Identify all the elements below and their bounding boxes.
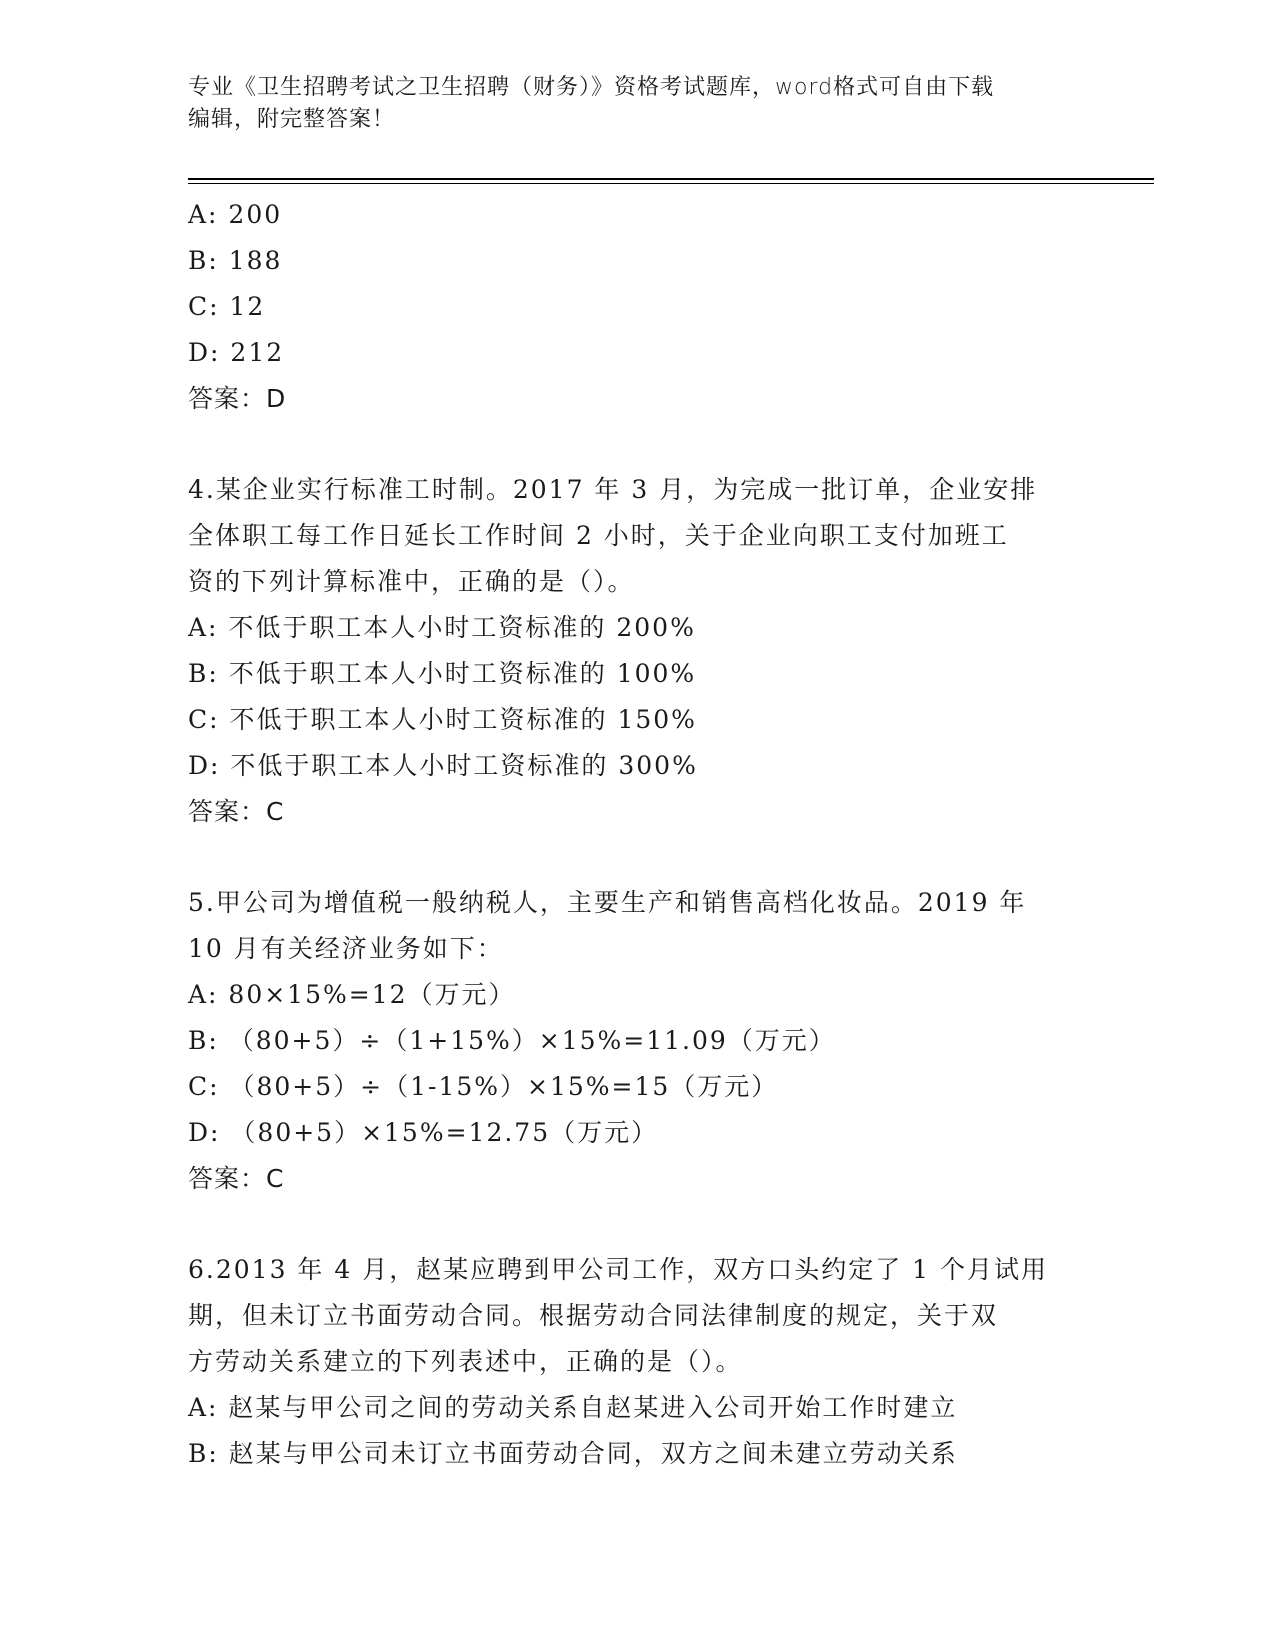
- option-b: B: （80+5）÷（1+15%）×15%=11.09（万元）: [188, 1026, 836, 1055]
- question-stem-line: 方劳动关系建立的下列表述中，正确的是（）。: [188, 1347, 743, 1376]
- question-block-6: [188, 1247, 1088, 1477]
- answer-line: 答案：D: [188, 384, 287, 413]
- question-stem-line: 资的下列计算标准中，正确的是（）。: [188, 567, 635, 596]
- option-a: A: 赵某与甲公司之间的劳动关系自赵某进入公司开始工作时建立: [188, 1393, 958, 1422]
- question-stem-line: 4.某企业实行标准工时制。2017 年 3 月，为完成一批订单，企业安排: [188, 475, 1038, 504]
- question-block-5: [188, 880, 1088, 1202]
- option-b: B: 188: [188, 246, 283, 275]
- spacer: [188, 1202, 1088, 1247]
- question-block-3: [188, 192, 1088, 422]
- option-c: C: 12: [188, 292, 266, 321]
- option-b: B: 赵某与甲公司未订立书面劳动合同，双方之间未建立劳动关系: [188, 1439, 958, 1468]
- header-line-2: 编辑，附完整答案！: [188, 107, 396, 132]
- option-a: A: 80×15%=12（万元）: [188, 980, 516, 1009]
- header-divider-thick: [188, 178, 1154, 180]
- option-c: C: 不低于职工本人小时工资标准的 150%: [188, 705, 697, 734]
- option-c: C: （80+5）÷（1-15%）×15%=15（万元）: [188, 1072, 779, 1101]
- question-stem-line: 10 月有关经济业务如下：: [188, 934, 504, 963]
- option-a: A: 200: [188, 200, 283, 229]
- option-d: D: （80+5）×15%=12.75（万元）: [188, 1118, 659, 1147]
- answer-line: 答案：C: [188, 1164, 285, 1193]
- question-stem-line: 6.2013 年 4 月，赵某应聘到甲公司工作，双方口头约定了 1 个月试用: [188, 1255, 1049, 1284]
- option-a: A: 不低于职工本人小时工资标准的 200%: [188, 613, 696, 642]
- question-stem-line: 期，但未订立书面劳动合同。根据劳动合同法律制度的规定，关于双: [188, 1301, 999, 1330]
- document-header: [188, 72, 1088, 136]
- spacer: [188, 422, 1088, 467]
- question-block-4: [188, 467, 1088, 835]
- option-b: B: 不低于职工本人小时工资标准的 100%: [188, 659, 697, 688]
- header-line-1: 专业《卫生招聘考试之卫生招聘（财务）》资格考试题库，word格式可自由下载: [188, 75, 995, 100]
- question-list: [188, 192, 1088, 1477]
- answer-line: 答案：C: [188, 797, 285, 826]
- header-divider-thin: [188, 183, 1154, 184]
- option-d: D: 212: [188, 338, 285, 367]
- spacer: [188, 835, 1088, 880]
- question-stem-line: 全体职工每工作日延长工作时间 2 小时，关于企业向职工支付加班工: [188, 521, 1009, 550]
- option-d: D: 不低于职工本人小时工资标准的 300%: [188, 751, 698, 780]
- question-stem-line: 5.甲公司为增值税一般纳税人，主要生产和销售高档化妆品。2019 年: [188, 888, 1027, 917]
